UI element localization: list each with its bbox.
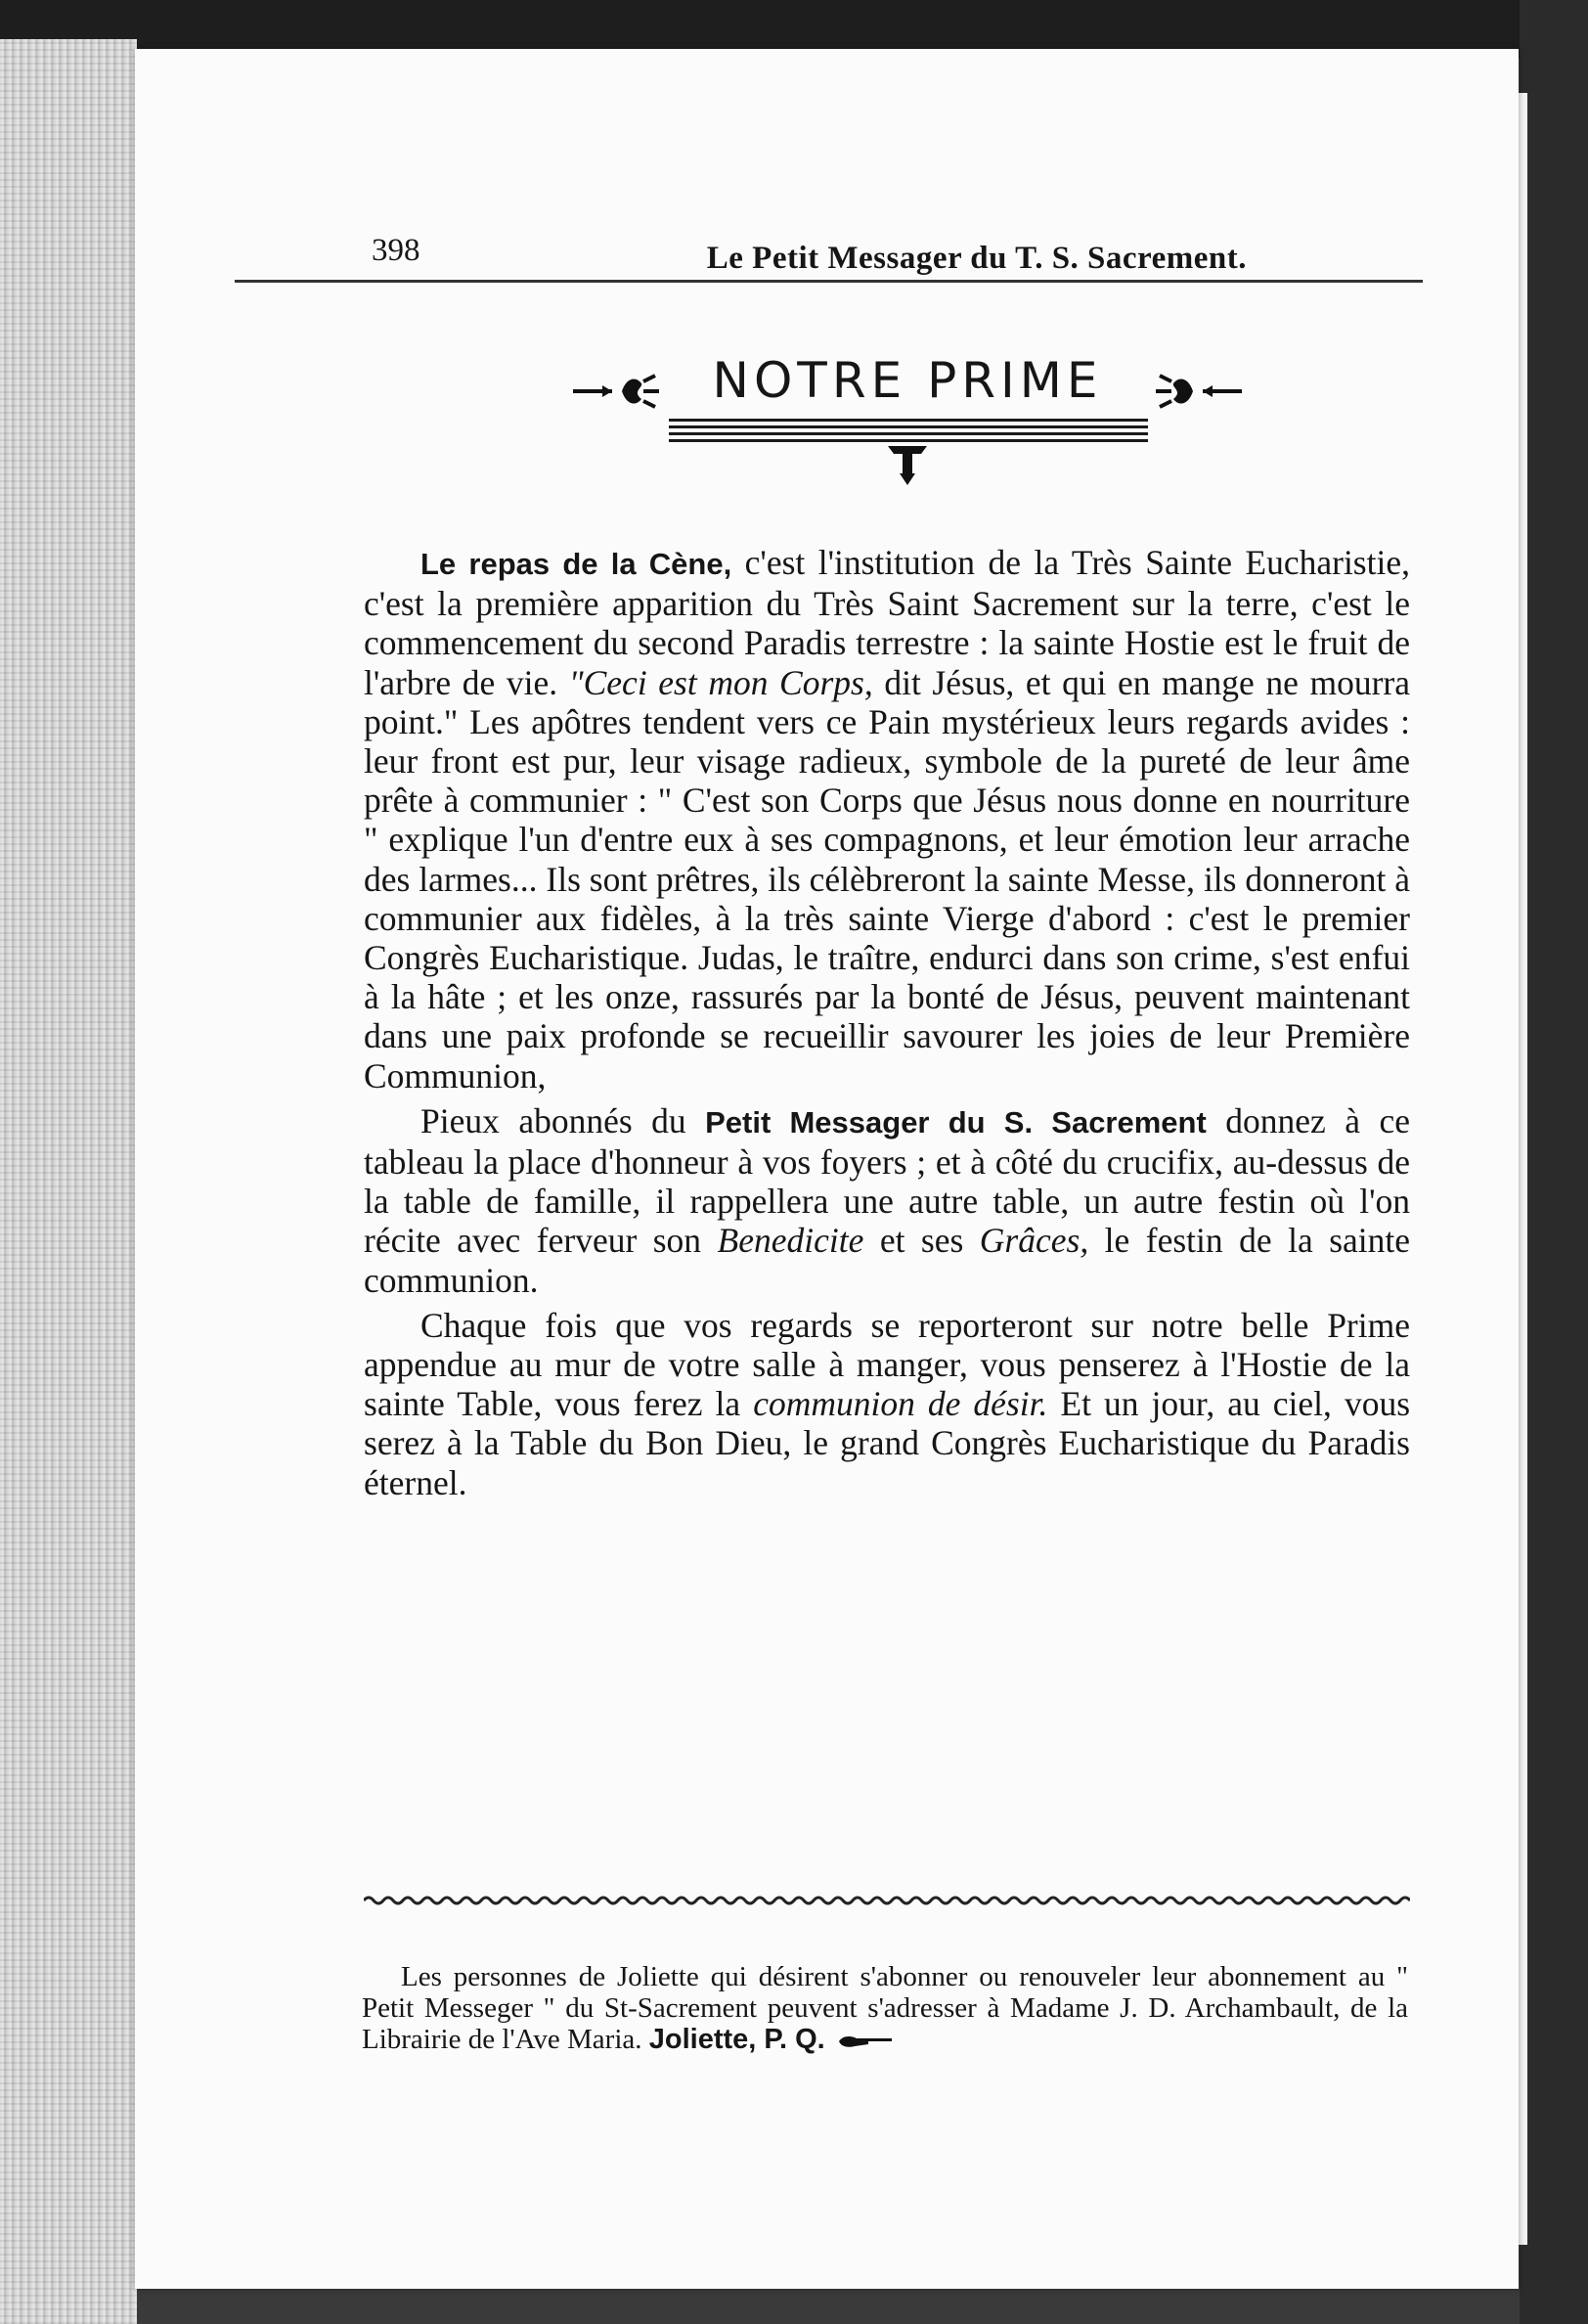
paragraph-1 [364, 543, 1410, 1095]
paragraph-2-text-cont-2: et ses [863, 1221, 980, 1261]
communion-italic: communion de désir. [753, 1384, 1048, 1424]
notice-text: Les personnes de Joliette qui désirent s'abonner ou renouveler leur abonnement au " Petit Messeger " du St-Sacrement peuvent s'adresser à Madame J. D. Archambault, de la Librairie de l'Ave Maria. [362, 1961, 1408, 2055]
dagger-ornament-icon [886, 440, 929, 487]
lead-in-text: Le repas de la Cène, [420, 547, 732, 581]
book-page-edges [0, 39, 137, 2324]
running-head [235, 233, 1423, 283]
article-body [364, 543, 1410, 1502]
benedicite-italic: Benedicite [717, 1221, 864, 1261]
section-heading [573, 352, 1242, 499]
paragraph-2-text-end: le festin de la sainte communion. [364, 1221, 1410, 1300]
paragraph-3-text-end: Et un jour, au ciel, vous serez à la Table du Bon Dieu, le grand Congrès Eucharistique du Paradis éternel. [364, 1384, 1411, 1502]
fleuron-right-icon [1154, 372, 1242, 411]
paragraph-2-text: Pieux abonnés du [420, 1100, 706, 1140]
journal-title: Le Petit Messager du T. S. Sacrement. [706, 241, 1247, 276]
notice-town: Joliette, P. Q. [648, 2024, 825, 2055]
paragraph-3 [364, 1306, 1410, 1502]
pointing-hand-icon [837, 2033, 896, 2050]
quote-italic: "Ceci est mon Corps, [568, 662, 873, 702]
scan-background-right [1520, 0, 1588, 2324]
paragraph-3-text: Chaque fois que vos regards se reporteront sur notre belle Prime appendue au mur de votre salle à manger, vous penserez à l'Hostie de la sainte Table, vous ferez la [364, 1305, 1410, 1424]
page-heading: NOTRE PRIME [712, 352, 1103, 409]
paragraph-2-text-cont: donnez à ce tableau la place d'honneur à vos foyers ; et à côté du crucifix, au-dessus de la table de famille, il rappellera une autre table, un autre festin où l'on récite avec ferveur son [364, 1100, 1410, 1261]
page-number: 398 [372, 233, 420, 268]
paragraph-1-text: c'est l'institution de la Très Sainte Eucharistie, c'est la première apparition du Très Saint Sacrement sur la terre, c'est le commencement du second Paradis terrestre : la sainte Hostie est le fruit de l'arbre de vie. [364, 543, 1410, 702]
wavy-separator [364, 1893, 1410, 1908]
graces-italic: Grâces, [979, 1221, 1089, 1261]
notice-paragraph [362, 1961, 1408, 2055]
publication-name: Petit Messager du S. Sacrement [705, 1104, 1207, 1140]
subscription-notice [362, 1961, 1408, 2055]
paragraph-1-text-cont: dit Jésus, et qui en mange ne mourra point." Les apôtres tendent vers ce Pain mystérieux leurs regards avides : leur front est pur, leur visage radieux, symbole de la pureté de leur âme prête à communier : " C'est son Corps que Jésus nous donne en nourriture " explique l'un d'entre eux à ses compagnons, et leur émotion leur arrache des larmes... Ils sont prêtres, ils célèbreront la sainte Messe, ils donneront à communier aux fidèles, à la très sainte Vierge d'abord : c'est le premier Congrès Eucharistique. Judas, le traître, endurci dans son crime, s'est enfui à la hâte ; et les onze, rassurés par la bonté de Jésus, peuvent maintenant dans une paix profonde se recueillir savourer les joies de leur Première Communion, [364, 662, 1410, 1095]
paragraph-2 [364, 1101, 1410, 1300]
